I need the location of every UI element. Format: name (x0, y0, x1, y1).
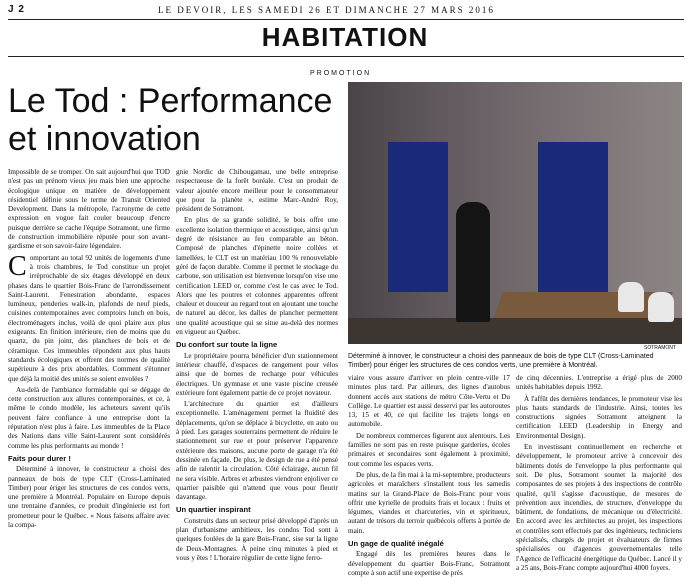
body-paragraph: Comportant au total 92 unités de logements d'une à trois chambres, le Tod constitue un projet irréprochable de six étages développé en deux phases dans le quartier Bois-Franc de l'arrondissement Saint-Laurent. Fenestration abondante, espaces lumineux, penderies walk-in, plafonds de neuf pieds, cuisines contemporaines avec comptoirs lunch en bois, électroménagers inclus, voilà de quoi plaire aux plus exigeants. En finition intérieure, rien de moins que du quartz, du pin joint, des planchers de bois et de céramique. Ces immeubles répondent aux plus hauts standards écologiques et offrent des normes de qualité supérieure à des prix abordables. Comment s'étonner que déjà la moitié des unités se soient envolées ? (8, 250, 170, 383)
body-paragraph: À l'affût des dernières tendances, le promoteur vise les plus hauts standards de l'industrie. Ainsi, toutes les constructions signées Sotramont atteignent la certification LEED (Leadership in Energy and Environmental Design). (516, 394, 682, 440)
photo-chair (618, 282, 644, 312)
headline-line-1: Le Tod : Performance (8, 82, 333, 120)
body-paragraph: de cinq décennies. L'entreprise a érigé plus de 2000 unités habitables depuis 1992. (516, 374, 682, 392)
page-number: J 2 (8, 4, 25, 15)
photo-caption: Déterminé à innover, le constructeur a choisi des panneaux de bois de type CLT (Cross-Laminated Timber) pour ériger les structures de ces condos verts, une première à Montréal. (348, 353, 654, 369)
body-paragraph: De nombreux commerces figurent aux alentours. Les familles ne sont pas en reste puisque garderies, écoles primaires et secondaires sont également à proximité, tout comme les espaces verts. (348, 431, 510, 468)
body-paragraph: En investissant continuellement en recherche et développement, le promoteur arrive à concevoir des bâtiments dotés de l'enveloppe la plus performante qui soit. De plus, Sotramont soumet la majorité des composantes de ses projets à des inspections de contrôle qualité, qu'il s'agisse d'acoustique, de mesures de prévention aux incendies, de structure, d'enveloppe du bâtiment, de fondations, de mécanique ou d'électricité. En accord avec les architectes au projet, les inspections et contrôles sont effectués par des ingénieurs, techniciens spécialisés, chargés de projet et évaluateurs de firmes spécialisées ou d'agences gouvernementales telle l'Agence de l'efficacité énergétique du Québec. Lancé il y a 25 ans, Bois-Franc compte aujourd'hui 4000 foyers. (516, 443, 682, 572)
header-rule (8, 19, 684, 20)
body-paragraph: Déterminé à innover, le constructeur a choisi des panneaux de bois de type CLT (Cross-Laminated Timber) pour ériger les structures de ces condos verts, une première à Montréal. Populaire en Europe depuis une trentaine d'années, ce produit d'ingénierie est fort prometteur pour le Québec. « Nous faisons affaire avec la compa- (8, 465, 170, 529)
body-paragraph: Au-delà de l'ambiance formidable qui se dégage de cette construction aux allures contemporaines, et ce, à même le condo modèle, les acheteurs savent qu'ils peuvent faire confiance à une entreprise dont la réputation n'est plus à faire. Les immeubles de la Place des Nations dans ville Saint-Laurent sont considérés comme les plus performants au monde ! (8, 385, 170, 450)
dining-room-photo (348, 82, 682, 344)
body-paragraph: Construits dans un secteur prisé développé d'après un plan d'urbanisme ambitieux, les condos Tod sont à quelques foulées de la gare Bois-Franc, sise sur la ligne de Deux-Montagnes. À peine cinq minutes à pied et vous y êtes ! L'horaire régulier de cette ligne ferro- (176, 516, 338, 562)
photo-chair (648, 292, 674, 322)
promotion-label: PROMOTION (310, 70, 372, 77)
body-paragraph: L'architecture du quartier est d'ailleurs exceptionnelle. L'aménagement permet la fluidité des déplacements, qu'on se déplace à bicyclette, en auto ou à pied. Les garages souterrains permettent de réduire le stationnement sur rue et pour préserver l'apparence extérieure des maisons, aucune porte de garage n'a été dessinée en façade. De plus, le design de rue a été pensé afin de ralentir la circulation. Côté éclairage, aucun fil ne sera visible. Arbres et arbustes viendront enjoliver ce quartier paisible qui n'attend que vous pour fleurir davantage. (176, 400, 338, 502)
body-paragraph: gnie Nordic de Chibougamau, une belle entreprise respectueuse de la forêt boréale. C'est un produit de valeur ajoutée encore meilleur pour le consommateur que pour la planète », estime Marc-André Roy, président de Sotramont. (176, 168, 338, 214)
subhead: Du confort sur toute la ligne (176, 340, 278, 350)
column-2 (176, 168, 338, 568)
subhead: Un gage de qualité inégalé (348, 539, 444, 549)
column-1 (8, 168, 170, 568)
column-3 (348, 374, 510, 577)
section-title: HABITATION (261, 22, 429, 52)
body-paragraph: Le propriétaire pourra bénéficier d'un stationnement intérieur chauffé, d'espaces de rangement pour vélos ainsi que de bornes de recharge pour véhicules électriques. Un gymnase et une vaste piscine creusée extérieure font également partie de ce projet novateur. (176, 351, 338, 397)
photo-table (493, 292, 672, 318)
column-4 (516, 374, 682, 572)
intro-paragraph: Impossible de se tromper. On sait aujourd'hui que TOD n'est pas un prénom vieux jeu mais bien une approche écologique unique en matière de développement résidentiel définie sous le terme de Transit Oriented Development. Dans la métropole, l'acronyme de cette expression en vogue fait couler beaucoup d'encre puisque derrière se cache l'équipe Sotramont, une firme de construction immobilière réputée pour son avant-gardisme et son savoir-faire légendaire. (8, 168, 170, 251)
photo-person (456, 202, 490, 322)
subhead: Faits pour durer ! (8, 453, 71, 463)
body-paragraph: De plus, de la fin mai à la mi-septembre, producteurs agricoles et maraîchers s'installent tous les samedis matins sur la Grand-Place de Bois-Franc pour vous offrir une kyrielle de produits frais et locaux : fruits et légumes, viandes et charcuteries, vin et spiritueux, autant de trésors du terroir québécois offerts à portée de main. (348, 470, 510, 535)
page-header (8, 4, 684, 18)
subhead: Un quartier inspirant (176, 505, 251, 515)
photo-floor (348, 318, 682, 344)
photo-window (388, 142, 448, 292)
photo-credit: SOTRAMONT (644, 345, 676, 351)
photo-window (538, 142, 608, 292)
drop-cap: C (8, 250, 27, 282)
body-paragraph: En plus de sa grande solidité, le bois offre une excellente isolation thermique et acoustique, ainsi qu'un degré de résistance au feu comparable au béton. Composé de planches d'épinette noire collées et lamellées, le CLT est un matériau 100 % renouvelable géré de façon durable. Comme il permet le stockage du carbone, son utilisation est bienvenue lorsqu'on vise une certification LEED or, comme c'est le cas avec le Tod. Alors que les poutres et colonnes apparentes offrent chaleur et douceur au regard tout en ajoutant une touche de naturel au décor, les dalles de plancher permettent une qualité acoustique qui se situe au-delà des normes en vigueur au Québec. (176, 216, 338, 337)
headline (8, 82, 338, 158)
masthead: LE DEVOIR, LES SAMEDI 26 ET DIMANCHE 27 MARS 2016 (158, 5, 495, 15)
body-paragraph: Engagé dès les premières heures dans le développement du quartier Bois-Franc, Sotramont compte à son actif une expertise de près (348, 550, 510, 577)
headline-line-2: et innovation (8, 120, 201, 158)
body-paragraph: viaire vous assure d'arriver en plein centre-ville 17 minutes plus tard. Par ailleurs, des lignes d'autobus donnent accès aux stations de métro Côte-Vertu et Du Collège. Le quartier est aussi desservi par les autoroutes 13, 15 et 40, ce qui facilite les trajets longs en automobile. (348, 374, 510, 429)
section-rule (8, 56, 684, 57)
